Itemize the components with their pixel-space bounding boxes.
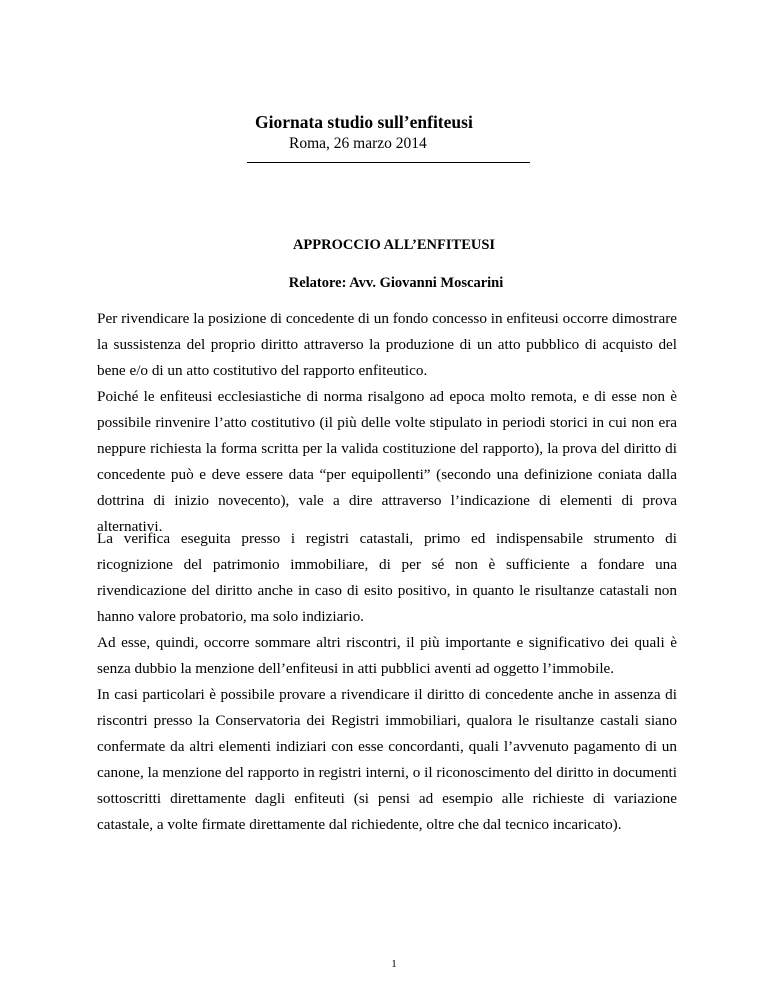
- page-number: 1: [391, 958, 397, 970]
- paragraph: Poiché le enfiteusi ecclesiastiche di norma risalgono ad epoca molto remota, e di esse non è possibile rinvenire l’atto costitutivo (il più delle volte stipulato in periodi storici in cui non era neppure richiesta la forma scritta per la valida costituzione del rapporto), la prova del diritto di concedente può e deve essere data “per equipollenti” (secondo una definizione coniata dalla dottrina di inizio novecento), vale a dire attraverso l’indicazione di elementi di prova alternativi.: [97, 388, 677, 535]
- speaker-line: Relatore: Avv. Giovanni Moscarini: [288, 275, 504, 291]
- conference-title: Giornata studio sull’enfiteusi: [255, 112, 473, 132]
- header-divider: [247, 162, 530, 163]
- paragraph: Per rivendicare la posizione di concedente di un fondo concesso in enfiteusi occorre dimostrare la sussistenza del proprio diritto attraverso la produzione di un atto pubblico di acquisto del bene e/o di un atto costitutivo del rapporto enfiteutico.: [97, 310, 677, 379]
- body-block-1: [97, 306, 677, 540]
- paragraph: In casi particolari è possibile provare a rivendicare il diritto di concedente anche in assenza di riscontri presso la Conservatoria dei Registri immobiliari, qualora le risultanze castali siano confermate da altri elementi indiziari con esse concordanti, quali l’avvenuto pagamento di un canone, la menzione del rapporto in registri interni, o il riconoscimento del diritto in documenti sottoscritti direttamente dagli enfiteuti (si pensi ad esempio alle richieste di variazione catastale, a volte firmate direttamente dal richiedente, oltre che dal tecnico incaricato).: [97, 686, 677, 833]
- conference-date: Roma, 26 marzo 2014: [289, 135, 427, 152]
- paragraph: La verifica eseguita presso i registri catastali, primo ed indispensabile strumento di ricognizione del patrimonio immobiliare, di per sé non è sufficiente a fondare una rivendicazione del diritto anche in caso di esito positivo, in quanto le risultanze catastali non hanno valore probatorio, ma solo indiziario.: [97, 530, 677, 625]
- paragraph: Ad esse, quindi, occorre sommare altri riscontri, il più importante e significativo dei quali è senza dubbio la menzione dell’enfiteusi in atti pubblici aventi ad oggetto l’immobile.: [97, 634, 677, 677]
- body-block-2: [97, 526, 677, 838]
- section-title: APPROCCIO ALL’ENFITEUSI: [292, 237, 496, 253]
